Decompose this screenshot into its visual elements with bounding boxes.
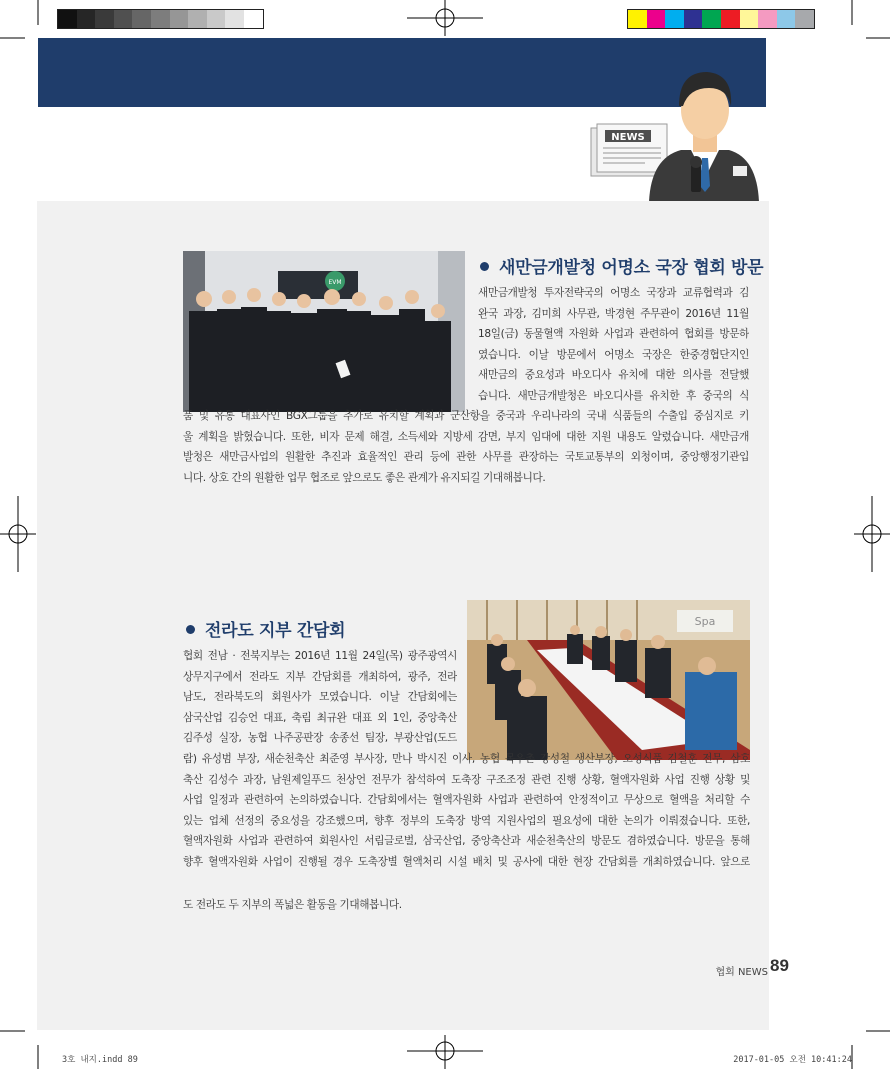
bullet-icon — [480, 262, 489, 271]
body-text-line: 새만금의 중요성과 바오디사 유치에 대한 의사를 전달했 — [478, 369, 749, 381]
body-text-line: 향후 혈액자원화 사업이 진행될 경우 도축장별 혈액처리 시설 배치 및 공사에 대한 현장 간담회를 개최하였습니다. 앞으로 — [183, 855, 750, 868]
body-text-line: 18일(금) 동물혈액 자원화 사업과 관련하여 협회를 방문하 — [478, 328, 749, 340]
registration-mark-right — [854, 496, 890, 572]
news-icon-label: NEWS — [611, 132, 645, 143]
article1-photo — [183, 251, 465, 412]
body-text-line: 품 및 유통 대표사인 BGX그룹을 추가로 유치할 계획과 군산항을 중국과 우리나라의 국내 식품들의 수출입 중심지로 키 — [183, 410, 749, 422]
body-text-line: 람) 유성범 부장, 새순천축산 최준영 부사장, 만나 박시진 이사, 농협 목우촌 강성철 생산부장, 오성식품 김철훈 전무, 삼호 — [183, 753, 750, 765]
body-text-line: 였습니다. 이날 방문에서 어명소 국장은 한중경협단지인 — [478, 348, 749, 361]
body-text-line: 축산 김성수 과장, 남원제일푸드 천상언 전무가 참석하여 도축장 구조조정 관련 진행 상황, 혈액자원화 사업 진행 상황 및 — [183, 773, 750, 786]
article2-title: 전라도 지부 간담회 — [186, 616, 345, 641]
body-text-line: 니다. 상호 간의 원활한 업무 협조로 앞으로도 좋은 관계가 유지되길 기대해봅니다. — [183, 471, 546, 484]
body-text-line: 도 전라도 두 지부의 폭넓은 활동을 기대해봅니다. — [183, 899, 402, 911]
body-text-line: 새만금개발청 투자전략국의 어명소 국장과 교류협력과 김 — [478, 287, 749, 299]
body-text-line: 습니다. 새만금개발청은 바오디사를 유치한 후 중국의 식 — [478, 389, 749, 402]
page-number: 89 — [770, 956, 789, 975]
body-text-line: 김주성 실장, 농협 나주공판장 송종선 팀장, 부광산업(도드 — [183, 732, 457, 744]
bullet-icon — [186, 625, 195, 634]
body-text-line: 울 계획을 밝혔습니다. 또한, 비자 문제 해결, 소득세와 지방세 감면, 부지 임대에 대한 지원 내용도 알렸습니다. 새만금개 — [183, 430, 749, 443]
body-text-line: 혈액자원화 사업과 관련하여 회원사인 서림글로벌, 삼국산업, 중앙축산과 새순천축산의 방문도 겸하였습니다. 방문을 통해 — [183, 835, 750, 847]
reporter-illustration — [585, 66, 760, 202]
body-text-line: 완국 과장, 김미희 사무관, 박경현 주무관이 2016년 11월 — [478, 307, 749, 320]
body-text-line: 발청은 새만금사업의 원활한 추진과 효율적인 관리 등에 관한 사무를 관장하는 국토교통부의 외청이며, 중앙행정기관입 — [183, 451, 749, 463]
body-text-line: 협회 전남 · 전북지부는 2016년 11월 24일(목) 광주광역시 — [183, 650, 457, 662]
body-text-line: 삼국산업 김승언 대표, 축림 최규완 대표 외 1인, 중앙축산 — [183, 711, 457, 724]
body-text-line: 남도, 전라북도의 회원사가 모였습니다. 이날 간담회에는 — [183, 691, 457, 703]
body-text-line: 상무지구에서 전라도 지부 간담회를 개최하여, 광주, 전라 — [183, 670, 457, 683]
slug-file-info: 3호 내지.indd 89 — [62, 1055, 138, 1065]
body-text-line: 있는 업체 선정의 중요성을 강조했으며, 향후 정부의 도축장 방역 지원사업의 필요성에 대한 논의가 이뤄졌습니다. 또한, — [183, 814, 750, 827]
slug-timestamp: 2017-01-05 오전 10:41:24 — [733, 1055, 852, 1065]
article2-photo — [467, 600, 750, 760]
photo-sign-text: EVM — [328, 279, 342, 286]
photo-sign-text: Spa — [694, 615, 716, 628]
footer-section-label: 협회 NEWS — [715, 967, 768, 978]
registration-mark-bottom — [407, 1035, 483, 1069]
newspaper-icon — [591, 124, 667, 176]
registration-mark-top — [407, 0, 483, 36]
article1-title: 새만금개발청 어명소 국장 협회 방문 — [480, 253, 763, 278]
registration-mark-left — [0, 496, 36, 572]
body-text-line: 사업 일정과 관련하여 논의하였습니다. 간담회에서는 혈액자원화 사업과 관련하여 안정적이고 무상으로 혈액을 처리할 수 — [183, 794, 750, 806]
